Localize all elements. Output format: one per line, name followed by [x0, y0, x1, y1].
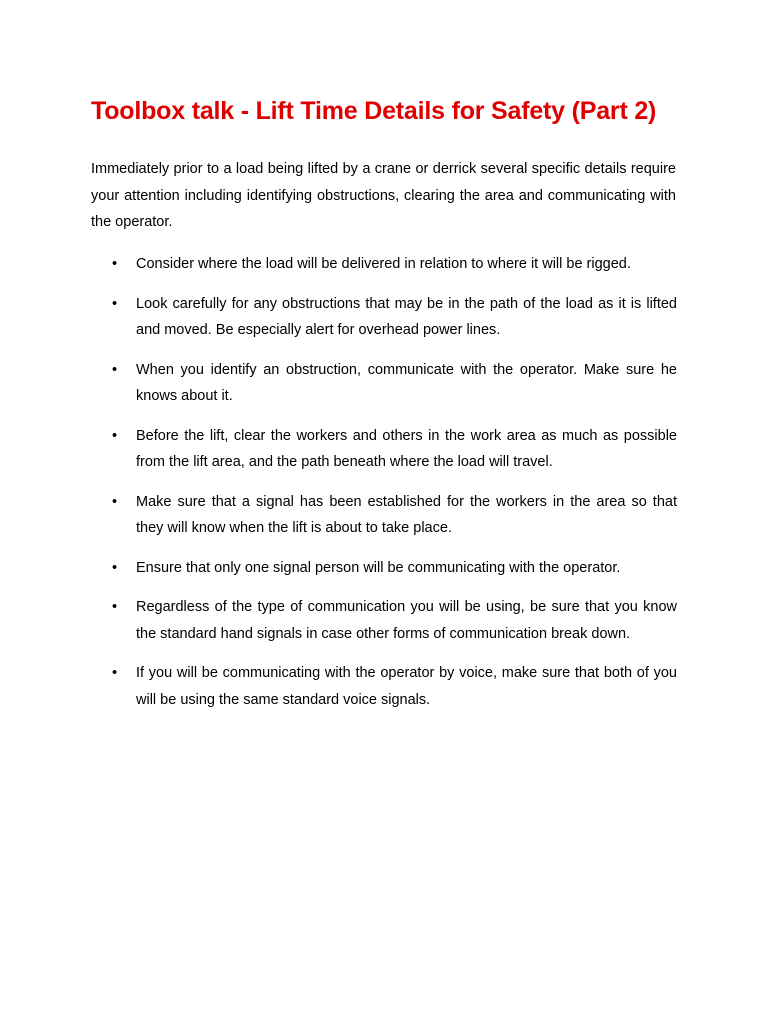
bullet-item	[0, 423, 768, 476]
bullet-item	[0, 251, 768, 278]
bullet-item	[0, 555, 768, 582]
bullet-item	[0, 489, 768, 542]
bullet-item	[0, 357, 768, 410]
safety-bullet-list	[0, 251, 768, 726]
bullet-dot-icon: •	[112, 361, 118, 378]
bullet-text: Regardless of the type of communication you will be using, be sure that you know the standard hand signals in case other forms of communication break down.	[136, 599, 677, 642]
bullet-dot-icon: •	[112, 665, 118, 681]
bullet-text: Before the lift, clear the workers and others in the work area as much as possible from the lift area, and the path beneath where the load will travel.	[136, 427, 677, 470]
bullet-text: When you identify an obstruction, communicate with the operator. Make sure he knows about it.	[136, 361, 677, 404]
bullet-dot-icon: •	[112, 559, 118, 576]
bullet-text: If you will be communicating with the operator by voice, make sure that both of you will be using the same standard voice signals.	[136, 665, 677, 708]
bullet-dot-icon: •	[112, 599, 118, 615]
bullet-text: Ensure that only one signal person will be communicating with the operator.	[136, 559, 621, 576]
bullet-dot-icon: •	[112, 493, 118, 510]
intro-paragraph: Immediately prior to a load being lifted by a crane or derrick several specific details require your attention including identifying obstructions, clearing the area and communicating with the operator.	[91, 161, 676, 230]
bullet-dot-icon: •	[112, 427, 118, 444]
bullet-item	[0, 291, 768, 344]
bullet-text: Look carefully for any obstructions that may be in the path of the load as it is lifted and moved. Be especially alert for overhead power lines.	[136, 295, 677, 338]
bullet-dot-icon: •	[112, 295, 118, 312]
bullet-item	[0, 594, 768, 647]
bullet-item	[0, 660, 768, 713]
bullet-dot-icon: •	[112, 256, 118, 272]
bullet-text: Make sure that a signal has been established for the workers in the area so that they will know when the lift is about to take place.	[136, 493, 677, 536]
document-title: Toolbox talk - Lift Time Details for Safety (Part 2)	[91, 97, 657, 125]
bullet-text: Consider where the load will be delivered in relation to where it will be rigged.	[136, 256, 631, 272]
